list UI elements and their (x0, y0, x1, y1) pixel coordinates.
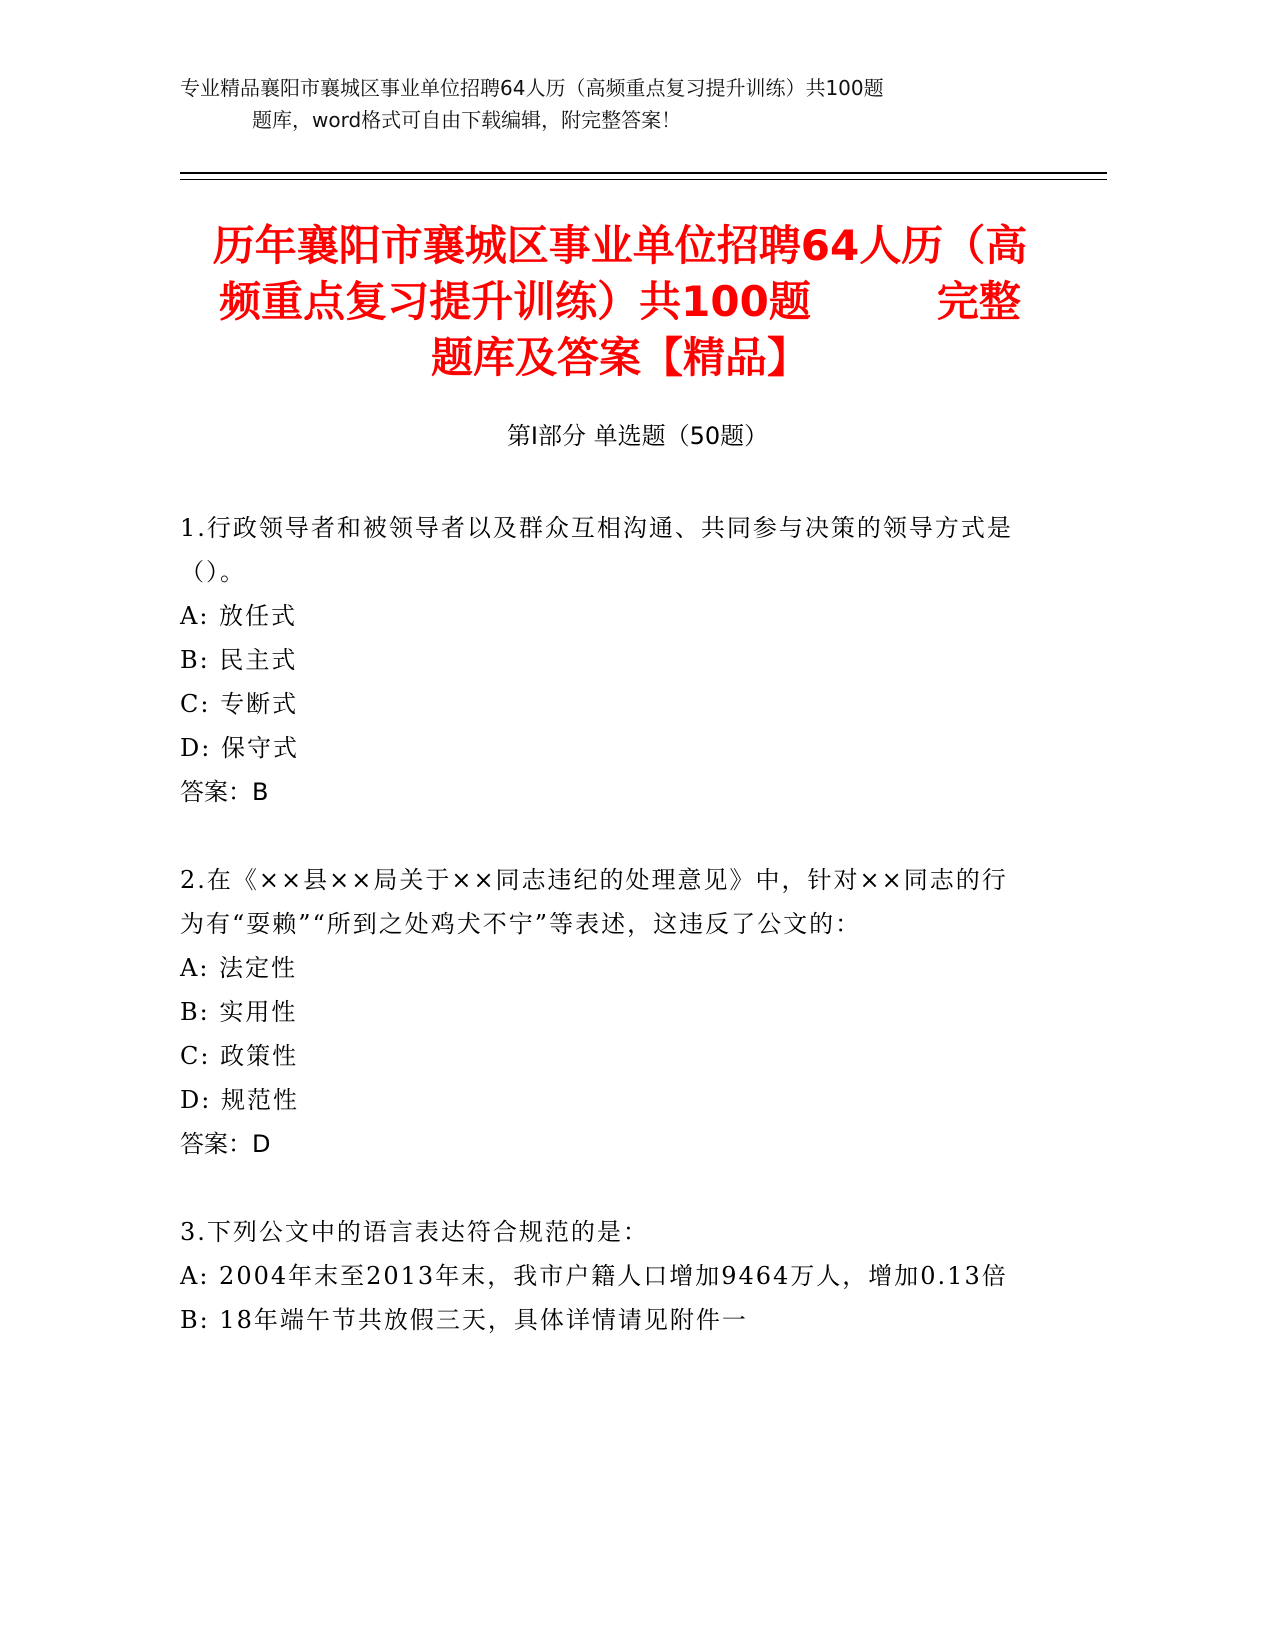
header-line-2: 题库，word格式可自由下载编辑，附完整答案！ (252, 108, 682, 132)
question-text: 1.行政领导者和被领导者以及群众互相沟通、共同参与决策的领导方式是（）。 (180, 514, 1013, 586)
option-a: A: 法定性 (180, 954, 298, 982)
option-b: B: 18年端午节共放假三天，具体详情请见附件一 (180, 1306, 748, 1334)
question-3 (180, 1210, 1030, 1342)
option-a: A: 放任式 (180, 602, 298, 630)
header-rule-thin (180, 179, 1107, 180)
page-header (180, 72, 1040, 136)
option-c: C: 专断式 (180, 690, 299, 718)
document-title (180, 218, 1060, 386)
question-1 (180, 506, 1030, 814)
header-line-1: 专业精品襄阳市襄城区事业单位招聘64人历（高频重点复习提升训练）共100题 (180, 76, 884, 100)
option-c: C: 政策性 (180, 1042, 299, 1070)
option-d: D: 规范性 (180, 1086, 299, 1114)
title-row-3: 题库及答案【精品】 (430, 333, 809, 382)
question-text: 3.下列公文中的语言表达符合规范的是： (180, 1218, 649, 1246)
option-a: A: 2004年末至2013年末，我市户籍人口增加9464万人，增加0.13倍 (180, 1262, 1008, 1290)
header-rule-thick (180, 172, 1107, 174)
answer: 答案：D (180, 1130, 271, 1158)
option-d: D: 保守式 (180, 734, 299, 762)
question-list (180, 506, 1030, 1386)
option-b: B: 民主式 (180, 646, 298, 674)
question-2 (180, 858, 1030, 1166)
question-text: 2.在《××县××局关于××同志违纪的处理意见》中，针对××同志的行为有“耍赖”“所到之处鸡犬不宁”等表述，这违反了公文的： (180, 866, 1008, 938)
option-b: B: 实用性 (180, 998, 298, 1026)
title-row-1: 历年襄阳市襄城区事业单位招聘64人历（高 (212, 221, 1028, 270)
answer: 答案：B (180, 778, 269, 806)
title-row-2: 频重点复习提升训练）共100题 完整 (219, 277, 1021, 326)
section-title: 第Ⅰ部分 单选题（50题） (506, 422, 769, 450)
